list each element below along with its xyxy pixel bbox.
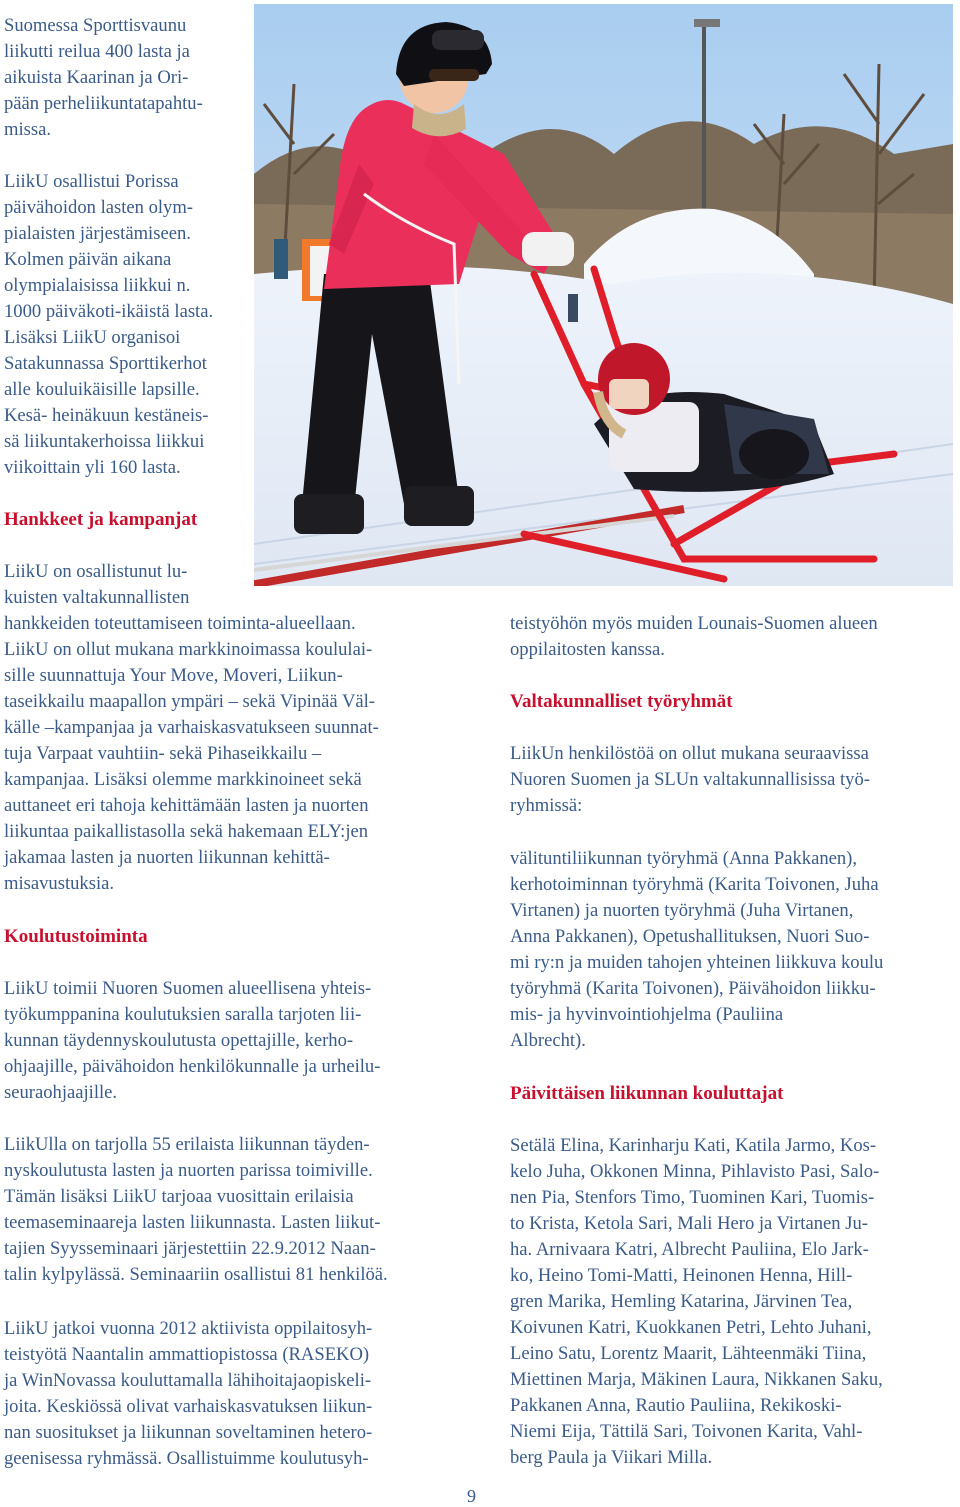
heading-kouluttajat: Päivittäisen liikunnan kouluttajat (510, 1083, 784, 1104)
text-line: sä liikuntakerhoissa liikkui (4, 431, 205, 452)
text-line: Kolmen päivän aikana (4, 249, 172, 270)
text-line: misavustuksia. (4, 873, 115, 894)
text-line: Pakkanen Anna, Rautio Pauliina, Rekikoski- (510, 1395, 842, 1416)
text-line: tajien Syysseminaari järjestettiin 22.9.2012 Naan- (4, 1238, 376, 1259)
text-line: Anna Pakkanen), Opetushallituksen, Nuori Suo- (510, 926, 870, 947)
text-line: Nuoren Suomen ja SLUn valtakunnallisissa työ- (510, 769, 870, 790)
page-number: 9 (467, 1486, 476, 1506)
text-line: liikutti reilua 400 lasta ja (4, 41, 190, 62)
text-line: Koivunen Katri, Kuokkanen Petri, Lehto Juhani, (510, 1317, 872, 1338)
text-line: 1000 päiväkoti-ikäistä lasta. (4, 301, 214, 322)
text-line: Setälä Elina, Karinharju Kati, Katila Jarmo, Kos- (510, 1135, 877, 1156)
text-line: LiikUn henkilöstöä on ollut mukana seuraavissa (510, 743, 869, 764)
text-line: jakamaa lasten ja nuorten liikunnan kehittä- (4, 847, 330, 868)
text-line: LiikU jatkoi vuonna 2012 aktiivista oppilaitosyh- (4, 1318, 373, 1339)
text-line: kampanjaa. Lisäksi olemme markkinoineet sekä (4, 769, 362, 790)
text-line: gren Marika, Hemling Katarina, Järvinen Tea, (510, 1291, 853, 1312)
text-line: Satakunnassa Sporttikerhot (4, 353, 207, 374)
text-line: ha. Arnivaara Katri, Albrecht Pauliina, Elo Jark- (510, 1239, 869, 1260)
text-line: päivähoidon lasten olym- (4, 197, 193, 218)
text-line: Suomessa Sporttisvaunu (4, 15, 187, 36)
text-line: LiikU osallistui Porissa (4, 171, 179, 192)
text-line: LiikU on osallistunut lu- (4, 561, 188, 582)
text-line: berg Paula ja Viikari Milla. (510, 1447, 713, 1468)
text-line: mi ry:n ja muiden tahojen yhteinen liikkuva koulu (510, 952, 884, 973)
text-line: missa. (4, 119, 52, 140)
text-line: ohjaajille, päivähoidon henkilökunnalle ja urheilu- (4, 1056, 381, 1077)
text-line: teistyötä Naantalin ammattiopistossa (RASEKO) (4, 1344, 370, 1365)
text-line: teistyöhön myös muiden Lounais-Suomen alueen (510, 613, 878, 634)
photo-sit-ski (254, 4, 953, 586)
text-line: ryhmissä: (510, 795, 583, 816)
hankkeet-intro (4, 559, 189, 611)
text-line: joita. Keskiössä olivat varhaiskasvatuksen liikun- (4, 1396, 373, 1417)
text-line: Albrecht). (510, 1030, 586, 1051)
tyoryhmat-paragraph-2 (510, 846, 883, 1054)
text-line: LiikUlla on tarjolla 55 erilaista liikunnan täyden- (4, 1134, 370, 1155)
koulutus-paragraph-1 (4, 976, 380, 1106)
right-paragraph-1 (510, 611, 878, 663)
text-line: to Krista, Ketola Sari, Mali Hero ja Virtanen Ju- (510, 1213, 868, 1234)
text-line: Leino Satu, Lorentz Maarit, Lähteenmäki Tiina, (510, 1343, 867, 1364)
text-line: työryhmä (Karita Toivonen), Päivähoidon liikku- (510, 978, 876, 999)
text-line: pään perheliikuntatapahtu- (4, 93, 203, 114)
heading-koulutus: Koulutustoiminta (4, 926, 148, 947)
text-line: kelo Juha, Okkonen Minna, Pihlavisto Pasi, Salo- (510, 1161, 880, 1182)
text-line: LiikU on ollut mukana markkinoimassa koululai- (4, 639, 373, 660)
hankkeet-paragraph (4, 611, 379, 897)
text-line: työkumppanina koulutuksien saralla tarjoten lii- (4, 1004, 362, 1025)
text-line: liikuntaa paikallistasolla sekä hakemaan ELY:jen (4, 821, 369, 842)
koulutus-paragraph-2 (4, 1132, 388, 1288)
text-line: LiikU toimii Nuoren Suomen alueellisena yhteis- (4, 978, 372, 999)
text-line: sille suunnattuja Your Move, Moveri, Liikun- (4, 665, 343, 686)
intro-paragraph (4, 13, 203, 143)
text-line: seuraohjaajille. (4, 1082, 118, 1103)
heading-hankkeet: Hankkeet ja kampanjat (4, 509, 198, 530)
text-line: nen Pia, Stenfors Timo, Tuominen Kari, Tuomis- (510, 1187, 875, 1208)
text-line: tuja Varpaat vauhtiin- sekä Pihaseikkailu – (4, 743, 322, 764)
text-line: kuisten valtakunnallisten (4, 587, 190, 608)
text-line: kunnan täydennyskoulutusta opettajille, kerho- (4, 1030, 354, 1051)
text-line: Miettinen Marja, Mäkinen Laura, Nikkanen Saku, (510, 1369, 883, 1390)
text-line: Lisäksi LiikU organisoi (4, 327, 181, 348)
text-line: välituntiliikunnan työryhmä (Anna Pakkanen), (510, 848, 858, 869)
text-line: Virtanen) ja nuorten työryhmä (Juha Virtanen, (510, 900, 854, 921)
text-line: hankkeiden toteuttamiseen toiminta-alueellaan. (4, 613, 356, 634)
text-line: teemaseminaareja lasten liikunnasta. Lasten liikut- (4, 1212, 381, 1233)
text-line: mis- ja hyvinvointiohjelma (Pauliina (510, 1004, 784, 1025)
text-line: oppilaitosten kanssa. (510, 639, 665, 660)
koulutus-paragraph-3 (4, 1316, 372, 1472)
text-line: ko, Heino Tomi-Matti, Heinonen Henna, Hill- (510, 1265, 853, 1286)
text-line: viikoittain yli 160 lasta. (4, 457, 181, 478)
text-line: Kesä- heinäkuun kestäneis- (4, 405, 209, 426)
text-line: ja WinNovassa kouluttamalla lähihoitajaopiskeli- (4, 1370, 372, 1391)
tyoryhmat-paragraph-1 (510, 741, 870, 819)
text-line: källe –kampanjaa ja varhaiskasvatukseen suunnat- (4, 717, 379, 738)
kouluttajat-paragraph (510, 1133, 883, 1471)
text-line: auttaneet eri tahoja kehittämään lasten ja nuorten (4, 795, 369, 816)
text-line: nan suositukset ja liikunnan soveltaminen hetero- (4, 1422, 373, 1443)
text-line: nyskoulutusta lasten ja nuorten parissa toimiville. (4, 1160, 373, 1181)
pori-paragraph (4, 169, 213, 481)
text-line: Tämän lisäksi LiikU tarjoaa vuosittain erilaisia (4, 1186, 354, 1207)
text-line: olympialaisissa liikkui n. (4, 275, 191, 296)
text-line: aikuista Kaarinan ja Ori- (4, 67, 189, 88)
text-line: Niemi Eija, Tättilä Sari, Toivonen Karita, Vahl- (510, 1421, 863, 1442)
text-line: geenisessa ryhmässä. Osallistuimme koulutusyh- (4, 1448, 369, 1469)
text-line: taseikkailu maapallon ympäri – sekä Vipinää Väl- (4, 691, 375, 712)
text-line: kerhotoiminnan työryhmä (Karita Toivonen, Juha (510, 874, 879, 895)
text-line: alle kouluikäisille lapsille. (4, 379, 200, 400)
heading-tyoryhmat: Valtakunnalliset työryhmät (510, 691, 733, 712)
text-line: pialaisten järjestämiseen. (4, 223, 191, 244)
text-line: talin kylpylässä. Seminaariin osallistui 81 henkilöä. (4, 1264, 388, 1285)
